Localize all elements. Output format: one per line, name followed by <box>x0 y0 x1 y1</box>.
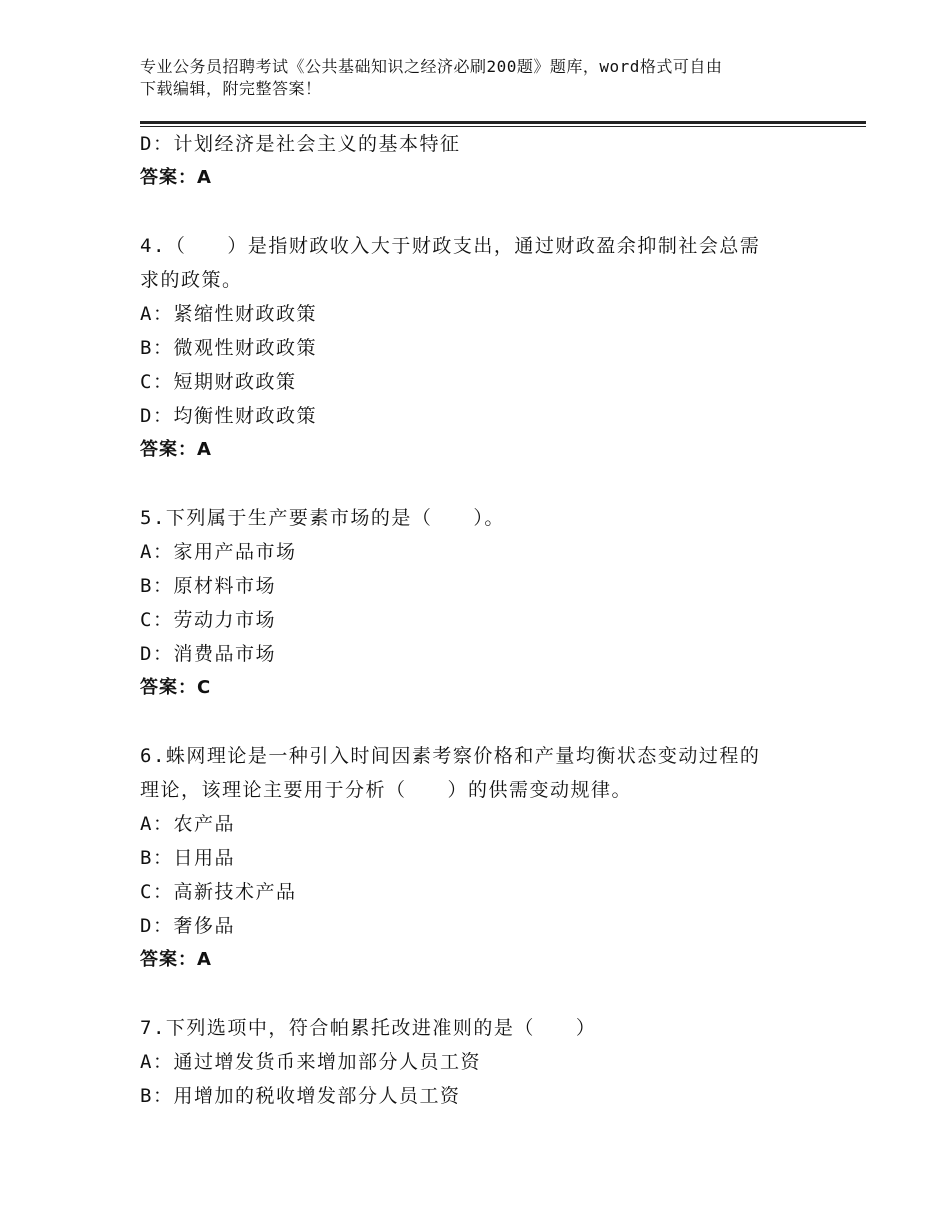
spacer <box>140 467 830 501</box>
question-5 <box>140 501 830 705</box>
question-list <box>140 127 830 1113</box>
question-7 <box>140 1011 830 1113</box>
option-a: A：通过增发货币来增加部分人员工资 <box>140 1051 481 1073</box>
option-a: A：家用产品市场 <box>140 541 297 563</box>
answer: 答案：A <box>140 167 212 188</box>
question-4 <box>140 229 830 467</box>
option-c: C：劳动力市场 <box>140 609 276 631</box>
option-b: B：日用品 <box>140 847 235 869</box>
option-a: A：农产品 <box>140 813 235 835</box>
page-header <box>140 56 820 100</box>
spacer <box>140 705 830 739</box>
option-b: B：微观性财政政策 <box>140 337 317 359</box>
option-c: C：高新技术产品 <box>140 881 297 903</box>
header-line-2: 下载编辑，附完整答案！ <box>140 79 322 98</box>
option-d: D：均衡性财政政策 <box>140 405 317 427</box>
question-stem-line-1: 6.蛛网理论是一种引入时间因素考察价格和产量均衡状态变动过程的 <box>140 745 761 767</box>
option-c: C：短期财政政策 <box>140 371 297 393</box>
option-a: A：紧缩性财政政策 <box>140 303 317 325</box>
question-stem-line-1: 5.下列属于生产要素市场的是（ ）。 <box>140 507 505 529</box>
option-d: D：消费品市场 <box>140 643 276 665</box>
answer: 答案：A <box>140 949 212 970</box>
header-line-1: 专业公务员招聘考试《公共基础知识之经济必刷200题》题库，word格式可自由 <box>140 57 723 76</box>
answer: 答案：A <box>140 439 212 460</box>
option-d: D：计划经济是社会主义的基本特征 <box>140 133 461 155</box>
question-stem-line-1: 7.下列选项中，符合帕累托改进准则的是（ ） <box>140 1017 597 1039</box>
question-stem-line-2: 求的政策。 <box>140 269 243 291</box>
option-d: D：奢侈品 <box>140 915 235 937</box>
spacer <box>140 195 830 229</box>
option-b: B：原材料市场 <box>140 575 276 597</box>
answer: 答案：C <box>140 677 212 698</box>
option-b: B：用增加的税收增发部分人员工资 <box>140 1085 461 1107</box>
header-divider-thick <box>140 121 866 124</box>
spacer <box>140 977 830 1011</box>
question-6 <box>140 739 830 977</box>
question-stem-line-1: 4.（ ）是指财政收入大于财政支出，通过财政盈余抑制社会总需 <box>140 235 761 257</box>
question-stem-line-2: 理论，该理论主要用于分析（ ）的供需变动规律。 <box>140 779 633 801</box>
question-3 <box>140 127 830 195</box>
